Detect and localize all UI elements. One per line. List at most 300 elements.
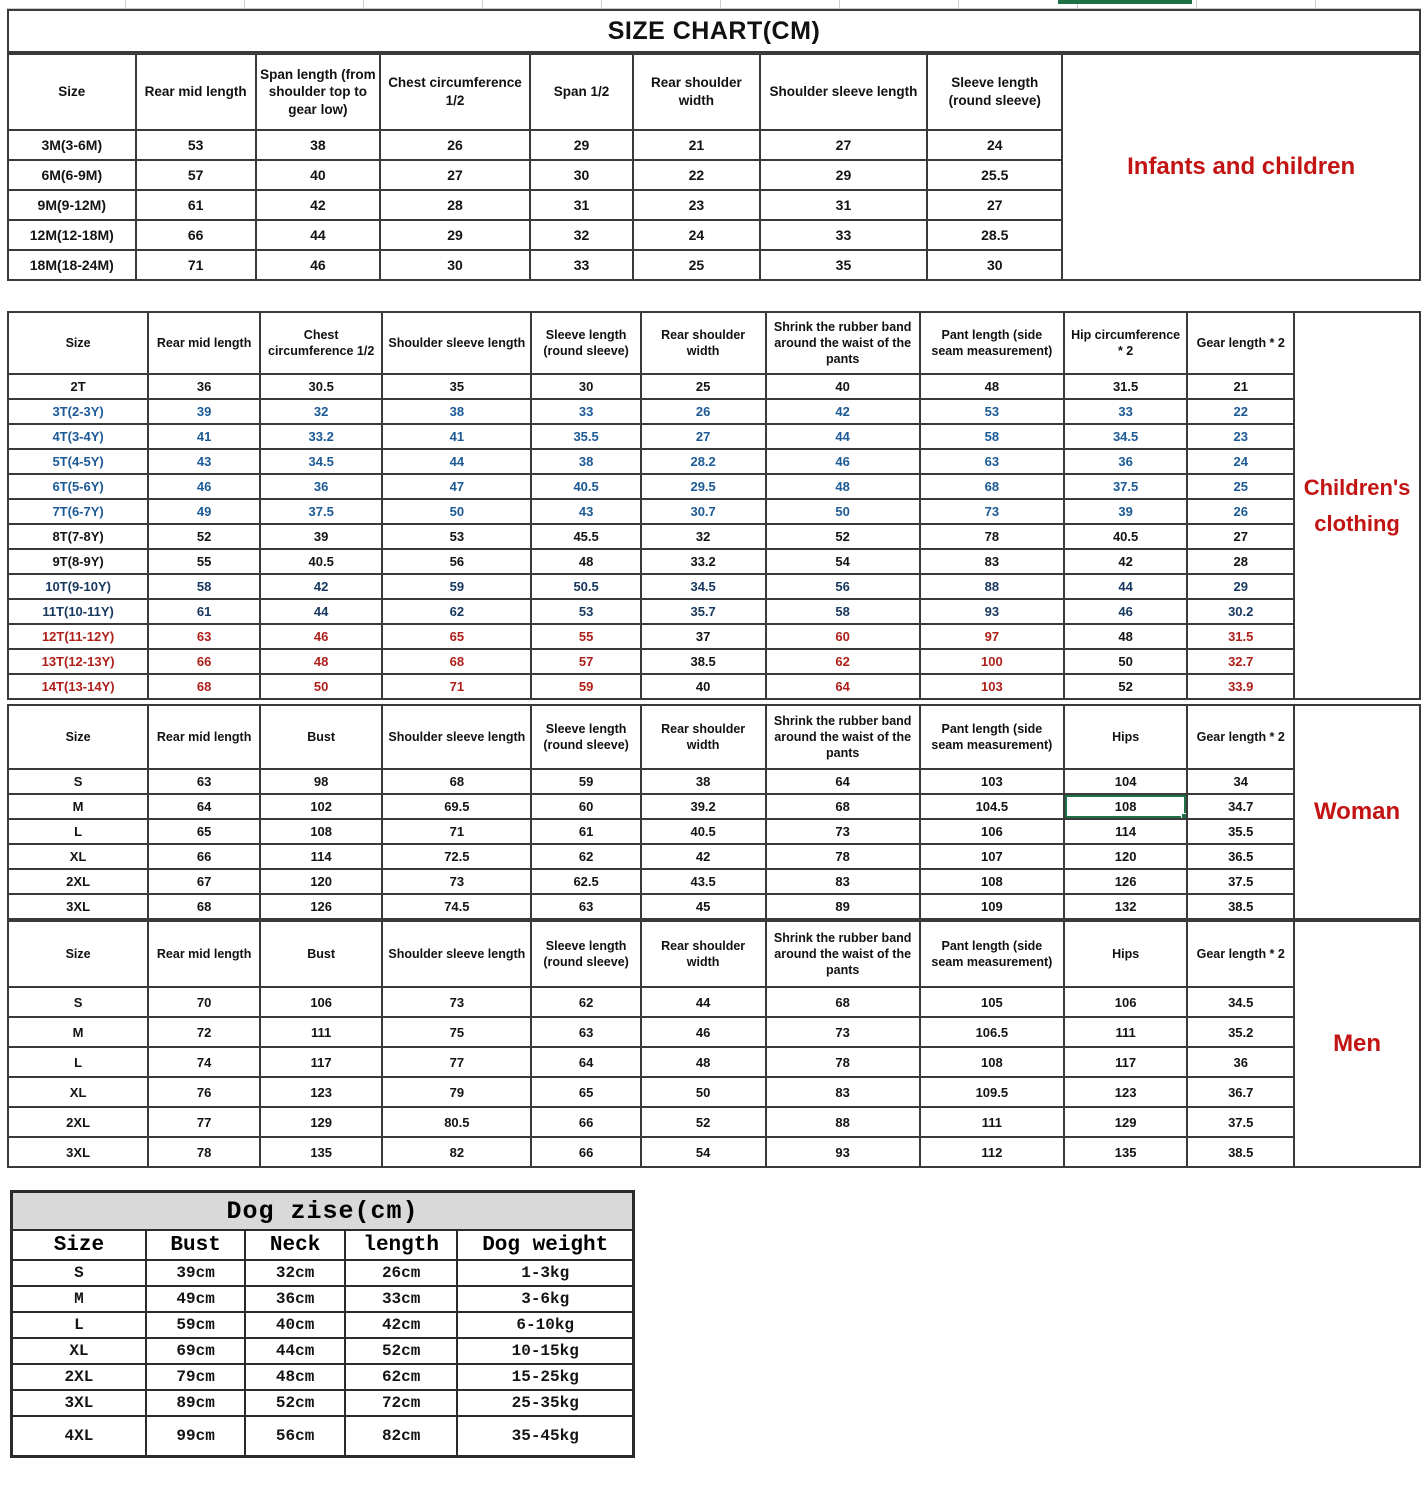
size-cell: 18M(18-24M) <box>8 250 136 280</box>
value-cell: 26 <box>1187 499 1294 524</box>
value-cell: 36 <box>260 474 382 499</box>
value-cell: 35.5 <box>1187 819 1294 844</box>
column-header: Bust <box>146 1230 246 1260</box>
value-cell: 64 <box>148 794 260 819</box>
value-cell: 29 <box>760 160 928 190</box>
value-cell: 36.7 <box>1187 1077 1294 1107</box>
woman-side-label <box>1293 704 1421 920</box>
size-cell: 6M(6-9M) <box>8 160 136 190</box>
size-cell: 3XL <box>12 1390 146 1416</box>
value-cell: 52cm <box>245 1390 345 1416</box>
value-cell: 70 <box>148 987 260 1017</box>
value-cell: 72cm <box>345 1390 458 1416</box>
table-row <box>8 374 1294 399</box>
value-cell: 62 <box>531 987 640 1017</box>
value-cell: 68 <box>148 894 260 919</box>
value-cell: 30.7 <box>641 499 766 524</box>
value-cell: 126 <box>260 894 382 919</box>
size-cell: M <box>12 1286 146 1312</box>
value-cell: 53 <box>136 130 256 160</box>
value-cell: 112 <box>920 1137 1064 1167</box>
size-cell: 5T(4-5Y) <box>8 449 148 474</box>
value-cell: 31.5 <box>1187 624 1294 649</box>
value-cell: 58 <box>766 599 920 624</box>
column-header: Shrink the rubber band around the waist of the pants <box>766 705 920 769</box>
size-cell: 8T(7-8Y) <box>8 524 148 549</box>
value-cell: 54 <box>766 549 920 574</box>
value-cell: 42 <box>1064 549 1187 574</box>
value-cell: 35.2 <box>1187 1017 1294 1047</box>
table-row <box>8 220 1062 250</box>
value-cell: 40 <box>256 160 380 190</box>
value-cell: 30 <box>380 250 530 280</box>
table-row <box>8 574 1294 599</box>
value-cell: 50 <box>1064 649 1187 674</box>
value-cell: 40cm <box>245 1312 345 1338</box>
column-header: Rear mid length <box>148 921 260 987</box>
value-cell: 39cm <box>146 1260 246 1286</box>
infants-side-label <box>1061 53 1421 281</box>
table-row <box>8 794 1294 819</box>
value-cell: 25 <box>633 250 760 280</box>
value-cell: 30.5 <box>260 374 382 399</box>
value-cell: 49cm <box>146 1286 246 1312</box>
value-cell: 34.5 <box>1187 987 1294 1017</box>
value-cell: 27 <box>380 160 530 190</box>
value-cell: 108 <box>260 819 382 844</box>
value-cell: 68 <box>148 674 260 699</box>
column-header: Gear length * 2 <box>1187 921 1294 987</box>
column-header: Sleeve length (round sleeve) <box>531 705 640 769</box>
value-cell: 40.5 <box>641 819 766 844</box>
column-header: Pant length (side seam measurement) <box>920 921 1064 987</box>
value-cell: 59 <box>531 674 640 699</box>
column-header: Rear shoulder width <box>641 312 766 374</box>
table-row <box>8 474 1294 499</box>
value-cell: 93 <box>920 599 1064 624</box>
value-cell: 103 <box>920 769 1064 794</box>
size-cell: 13T(12-13Y) <box>8 649 148 674</box>
value-cell: 129 <box>1064 1107 1187 1137</box>
children-side-label <box>1293 311 1421 700</box>
value-cell: 34.5 <box>1064 424 1187 449</box>
column-header: Pant length (side seam measurement) <box>920 705 1064 769</box>
value-cell: 79cm <box>146 1364 246 1390</box>
value-cell: 46 <box>766 449 920 474</box>
value-cell: 27 <box>760 130 928 160</box>
value-cell: 38 <box>641 769 766 794</box>
value-cell: 88 <box>766 1107 920 1137</box>
column-header: Shoulder sleeve length <box>760 54 928 130</box>
size-chart-page <box>7 0 1421 1458</box>
value-cell: 32 <box>530 220 633 250</box>
value-cell: 26 <box>380 130 530 160</box>
value-cell: 57 <box>531 649 640 674</box>
value-cell: 56 <box>766 574 920 599</box>
column-header: Sleeve length (round sleeve) <box>531 312 640 374</box>
size-cell: 14T(13-14Y) <box>8 674 148 699</box>
value-cell: 61 <box>148 599 260 624</box>
infants-label-text: Infants and children <box>1127 153 1356 180</box>
value-cell: 30.2 <box>1187 599 1294 624</box>
column-header: Chest circumference 1/2 <box>380 54 530 130</box>
value-cell: 29 <box>1187 574 1294 599</box>
value-cell: 29 <box>530 130 633 160</box>
men-band <box>7 920 1421 1168</box>
value-cell: 66 <box>136 220 256 250</box>
value-cell: 58 <box>148 574 260 599</box>
size-cell: 10T(9-10Y) <box>8 574 148 599</box>
table-row <box>8 674 1294 699</box>
size-cell: 3XL <box>8 894 148 919</box>
size-cell: 2T <box>8 374 148 399</box>
column-header: Pant length (side seam measurement) <box>920 312 1064 374</box>
value-cell: 60 <box>766 624 920 649</box>
value-cell: 48 <box>766 474 920 499</box>
value-cell: 36 <box>1064 449 1187 474</box>
table-row <box>12 1390 634 1416</box>
value-cell: 62 <box>382 599 531 624</box>
value-cell: 24 <box>1187 449 1294 474</box>
column-header: Hips <box>1064 705 1187 769</box>
value-cell: 23 <box>633 190 760 220</box>
value-cell: 23 <box>1187 424 1294 449</box>
value-cell: 29.5 <box>641 474 766 499</box>
value-cell: 21 <box>633 130 760 160</box>
value-cell: 114 <box>260 844 382 869</box>
value-cell: 73 <box>382 987 531 1017</box>
value-cell: 43.5 <box>641 869 766 894</box>
table-row <box>8 190 1062 220</box>
column-header: Size <box>8 54 136 130</box>
value-cell: 66 <box>148 649 260 674</box>
value-cell: 63 <box>920 449 1064 474</box>
value-cell: 107 <box>920 844 1064 869</box>
table-row <box>12 1312 634 1338</box>
value-cell: 33cm <box>345 1286 458 1312</box>
value-cell: 29 <box>380 220 530 250</box>
value-cell: 43 <box>148 449 260 474</box>
value-cell: 42 <box>256 190 380 220</box>
column-header: Bust <box>260 921 382 987</box>
column-header: Span 1/2 <box>530 54 633 130</box>
table-row <box>8 424 1294 449</box>
value-cell: 77 <box>382 1047 531 1077</box>
value-cell: 49 <box>148 499 260 524</box>
table-row <box>8 1047 1294 1077</box>
children-table <box>7 311 1295 700</box>
table-row <box>8 499 1294 524</box>
value-cell: 50 <box>260 674 382 699</box>
column-header: Gear length * 2 <box>1187 312 1294 374</box>
value-cell: 75 <box>382 1017 531 1047</box>
value-cell: 97 <box>920 624 1064 649</box>
value-cell: 44 <box>641 987 766 1017</box>
value-cell: 25.5 <box>927 160 1062 190</box>
value-cell: 52 <box>641 1107 766 1137</box>
header-row <box>12 1230 634 1260</box>
size-cell: L <box>8 819 148 844</box>
size-cell: 4XL <box>12 1416 146 1457</box>
column-header: Shoulder sleeve length <box>382 312 531 374</box>
value-cell: 53 <box>920 399 1064 424</box>
column-header: Hip circumference * 2 <box>1064 312 1187 374</box>
value-cell: 71 <box>382 819 531 844</box>
value-cell: 32cm <box>245 1260 345 1286</box>
value-cell: 21 <box>1187 374 1294 399</box>
value-cell: 56 <box>382 549 531 574</box>
chart-title-bar <box>7 9 1421 53</box>
value-cell: 15-25kg <box>457 1364 633 1390</box>
value-cell: 10-15kg <box>457 1338 633 1364</box>
woman-band <box>7 704 1421 920</box>
men-table <box>7 920 1295 1168</box>
column-header: Rear shoulder width <box>633 54 760 130</box>
value-cell: 41 <box>148 424 260 449</box>
value-cell: 26cm <box>345 1260 458 1286</box>
table-row <box>8 624 1294 649</box>
value-cell: 30 <box>927 250 1062 280</box>
value-cell: 66 <box>531 1137 640 1167</box>
value-cell: 25 <box>1187 474 1294 499</box>
value-cell: 33 <box>1064 399 1187 424</box>
size-cell: S <box>8 987 148 1017</box>
value-cell: 48 <box>260 649 382 674</box>
value-cell: 24 <box>633 220 760 250</box>
value-cell: 45.5 <box>531 524 640 549</box>
value-cell: 36 <box>1187 1047 1294 1077</box>
value-cell: 89 <box>766 894 920 919</box>
value-cell: 66 <box>148 844 260 869</box>
value-cell: 46 <box>641 1017 766 1047</box>
value-cell: 33 <box>530 250 633 280</box>
value-cell: 77 <box>148 1107 260 1137</box>
value-cell: 76 <box>148 1077 260 1107</box>
size-cell: 4T(3-4Y) <box>8 424 148 449</box>
value-cell: 40 <box>641 674 766 699</box>
value-cell: 104 <box>1064 769 1187 794</box>
value-cell: 44 <box>1064 574 1187 599</box>
table-row <box>8 1017 1294 1047</box>
value-cell: 80.5 <box>382 1107 531 1137</box>
value-cell: 83 <box>766 869 920 894</box>
column-header: Span length (from shoulder top to gear low) <box>256 54 380 130</box>
table-row <box>8 130 1062 160</box>
column-header: Size <box>8 921 148 987</box>
value-cell: 57 <box>136 160 256 190</box>
value-cell: 1-3kg <box>457 1260 633 1286</box>
value-cell: 69.5 <box>382 794 531 819</box>
value-cell: 64 <box>766 674 920 699</box>
value-cell: 31.5 <box>1064 374 1187 399</box>
value-cell: 39 <box>148 399 260 424</box>
value-cell: 65 <box>382 624 531 649</box>
value-cell: 48 <box>641 1047 766 1077</box>
value-cell: 33.2 <box>641 549 766 574</box>
value-cell: 111 <box>920 1107 1064 1137</box>
value-cell: 55 <box>531 624 640 649</box>
size-cell: 3T(2-3Y) <box>8 399 148 424</box>
value-cell: 73 <box>766 1017 920 1047</box>
value-cell: 78 <box>766 844 920 869</box>
value-cell: 36cm <box>245 1286 345 1312</box>
value-cell: 109.5 <box>920 1077 1064 1107</box>
value-cell: 135 <box>1064 1137 1187 1167</box>
value-cell: 40.5 <box>1064 524 1187 549</box>
table-row <box>8 894 1294 919</box>
size-cell: 9M(9-12M) <box>8 190 136 220</box>
value-cell: 38.5 <box>641 649 766 674</box>
spreadsheet-gridline-strip <box>7 0 1421 9</box>
value-cell: 106.5 <box>920 1017 1064 1047</box>
table-row <box>8 599 1294 624</box>
value-cell: 25 <box>641 374 766 399</box>
value-cell: 69cm <box>146 1338 246 1364</box>
column-header: Rear mid length <box>148 705 260 769</box>
value-cell: 129 <box>260 1107 382 1137</box>
column-header: Rear mid length <box>148 312 260 374</box>
value-cell: 33 <box>531 399 640 424</box>
value-cell: 64 <box>766 769 920 794</box>
men-side-label <box>1293 920 1421 1168</box>
size-cell: 2XL <box>8 869 148 894</box>
value-cell: 38.5 <box>1187 894 1294 919</box>
column-header: Rear shoulder width <box>641 705 766 769</box>
value-cell: 40.5 <box>260 549 382 574</box>
value-cell: 74.5 <box>382 894 531 919</box>
value-cell: 53 <box>382 524 531 549</box>
column-header: Sleeve length (round sleeve) <box>927 54 1062 130</box>
size-cell: 12T(11-12Y) <box>8 624 148 649</box>
size-cell: S <box>8 769 148 794</box>
value-cell: 82cm <box>345 1416 458 1457</box>
value-cell: 71 <box>136 250 256 280</box>
value-cell: 34.5 <box>260 449 382 474</box>
value-cell: 25-35kg <box>457 1390 633 1416</box>
table-row <box>8 250 1062 280</box>
value-cell: 37 <box>641 624 766 649</box>
value-cell: 62.5 <box>531 869 640 894</box>
value-cell: 44 <box>766 424 920 449</box>
value-cell: 88 <box>920 574 1064 599</box>
value-cell: 37.5 <box>1187 869 1294 894</box>
value-cell: 61 <box>136 190 256 220</box>
value-cell: 44 <box>256 220 380 250</box>
value-cell: 35.7 <box>641 599 766 624</box>
size-cell: 2XL <box>12 1364 146 1390</box>
header-row <box>8 312 1294 374</box>
column-header: Size <box>8 705 148 769</box>
value-cell: 36 <box>148 374 260 399</box>
value-cell: 48 <box>531 549 640 574</box>
header-row <box>8 705 1294 769</box>
column-header: length <box>345 1230 458 1260</box>
value-cell: 58 <box>920 424 1064 449</box>
value-cell: 63 <box>148 769 260 794</box>
spacer <box>7 281 1421 311</box>
value-cell: 54 <box>641 1137 766 1167</box>
value-cell: 62cm <box>345 1364 458 1390</box>
value-cell: 61 <box>531 819 640 844</box>
column-header: Hips <box>1064 921 1187 987</box>
value-cell: 72.5 <box>382 844 531 869</box>
men-label-text: Men <box>1333 1030 1382 1057</box>
value-cell: 52 <box>148 524 260 549</box>
size-cell: XL <box>8 844 148 869</box>
value-cell: 42cm <box>345 1312 458 1338</box>
value-cell: 39 <box>1064 499 1187 524</box>
value-cell: 30 <box>530 160 633 190</box>
value-cell: 32 <box>260 399 382 424</box>
dog-table-title: Dog zise(cm) <box>12 1192 634 1231</box>
size-cell: M <box>8 1017 148 1047</box>
value-cell: 44cm <box>245 1338 345 1364</box>
dog-table <box>10 1190 635 1458</box>
value-cell: 68 <box>382 649 531 674</box>
table-row <box>8 1107 1294 1137</box>
table-row <box>8 524 1294 549</box>
value-cell: 46 <box>256 250 380 280</box>
value-cell: 65 <box>531 1077 640 1107</box>
value-cell: 63 <box>531 894 640 919</box>
value-cell: 73 <box>766 819 920 844</box>
value-cell: 120 <box>1064 844 1187 869</box>
value-cell: 36.5 <box>1187 844 1294 869</box>
table-row <box>8 399 1294 424</box>
value-cell: 93 <box>766 1137 920 1167</box>
value-cell: 27 <box>641 424 766 449</box>
infants-table <box>7 53 1063 281</box>
value-cell: 52cm <box>345 1338 458 1364</box>
value-cell: 59cm <box>146 1312 246 1338</box>
value-cell: 78 <box>766 1047 920 1077</box>
value-cell: 123 <box>260 1077 382 1107</box>
value-cell: 72 <box>148 1017 260 1047</box>
size-cell: 2XL <box>8 1107 148 1137</box>
value-cell: 105 <box>920 987 1064 1017</box>
value-cell: 52 <box>1064 674 1187 699</box>
value-cell: 117 <box>1064 1047 1187 1077</box>
column-header: Rear shoulder width <box>641 921 766 987</box>
value-cell: 55 <box>148 549 260 574</box>
size-cell: S <box>12 1260 146 1286</box>
value-cell: 35 <box>382 374 531 399</box>
woman-label-text: Woman <box>1313 798 1401 825</box>
value-cell: 35 <box>760 250 928 280</box>
table-row <box>8 769 1294 794</box>
value-cell: 64 <box>531 1047 640 1077</box>
table-row <box>12 1260 634 1286</box>
value-cell: 89cm <box>146 1390 246 1416</box>
value-cell: 39.2 <box>641 794 766 819</box>
children-label-text: Children's clothing <box>1303 475 1411 536</box>
value-cell: 50 <box>382 499 531 524</box>
table-row <box>8 987 1294 1017</box>
value-cell: 41 <box>382 424 531 449</box>
value-cell: 83 <box>920 549 1064 574</box>
value-cell: 73 <box>920 499 1064 524</box>
size-cell: L <box>12 1312 146 1338</box>
value-cell: 32.7 <box>1187 649 1294 674</box>
value-cell: 33.2 <box>260 424 382 449</box>
value-cell: 68 <box>766 794 920 819</box>
value-cell: 26 <box>641 399 766 424</box>
table-row <box>12 1416 634 1457</box>
value-cell: 38 <box>256 130 380 160</box>
value-cell: 28 <box>380 190 530 220</box>
column-header: Shrink the rubber band around the waist of the pants <box>766 312 920 374</box>
value-cell: 111 <box>260 1017 382 1047</box>
